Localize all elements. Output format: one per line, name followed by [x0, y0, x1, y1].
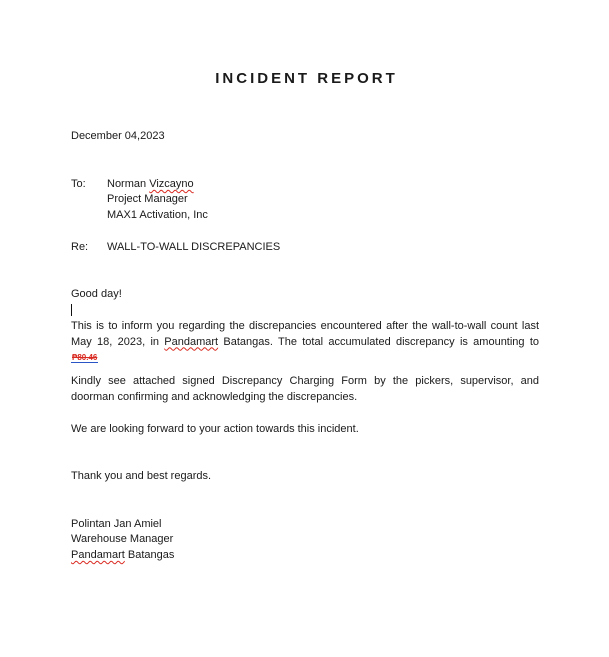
- closing-line: Thank you and best regards.: [71, 470, 212, 482]
- signature-position: Warehouse Manager: [71, 533, 174, 545]
- paragraph1-part2: Batangas. The total accumulated discrepancy is amounting to: [218, 335, 539, 348]
- text-cursor: [71, 304, 72, 316]
- recipient-last-name: Vizcayno: [149, 178, 194, 190]
- greeting: Good day!: [71, 288, 122, 300]
- paragraph1-place: Pandamart: [164, 335, 219, 348]
- document-title: INCIDENT REPORT: [215, 70, 398, 87]
- recipient-first-name: Norman: [107, 178, 150, 190]
- recipient-name: [107, 177, 194, 191]
- signature-location-first: Pandamart: [71, 549, 125, 561]
- paragraph-action: We are looking forward to your action towards this incident.: [71, 423, 359, 435]
- paragraph1-part1: This is to inform you regarding the discrepancies encountered after the wall-to-wall count last May 18, 2023, in: [71, 320, 539, 348]
- discrepancy-amount: ₱80.46: [72, 353, 98, 362]
- paragraph-attachment: Kindly see attached signed Discrepancy Charging Form by the pickers, supervisor, and doorman confirming and acknowledging the discrepancies.: [71, 375, 539, 403]
- signature-location: [71, 548, 174, 562]
- re-label: Re:: [71, 241, 89, 253]
- signature-location-rest: Batangas: [124, 549, 175, 561]
- subject-line: WALL-TO-WALL DISCREPANCIES: [107, 241, 281, 253]
- to-label: To:: [71, 178, 86, 190]
- recipient-company: MAX1 Activation, Inc: [107, 209, 208, 221]
- paragraph-discrepancy: [71, 319, 539, 366]
- signature-name: Polintan Jan Amiel: [71, 518, 162, 530]
- date-line: December 04,2023: [71, 130, 165, 142]
- recipient-position: Project Manager: [107, 193, 188, 205]
